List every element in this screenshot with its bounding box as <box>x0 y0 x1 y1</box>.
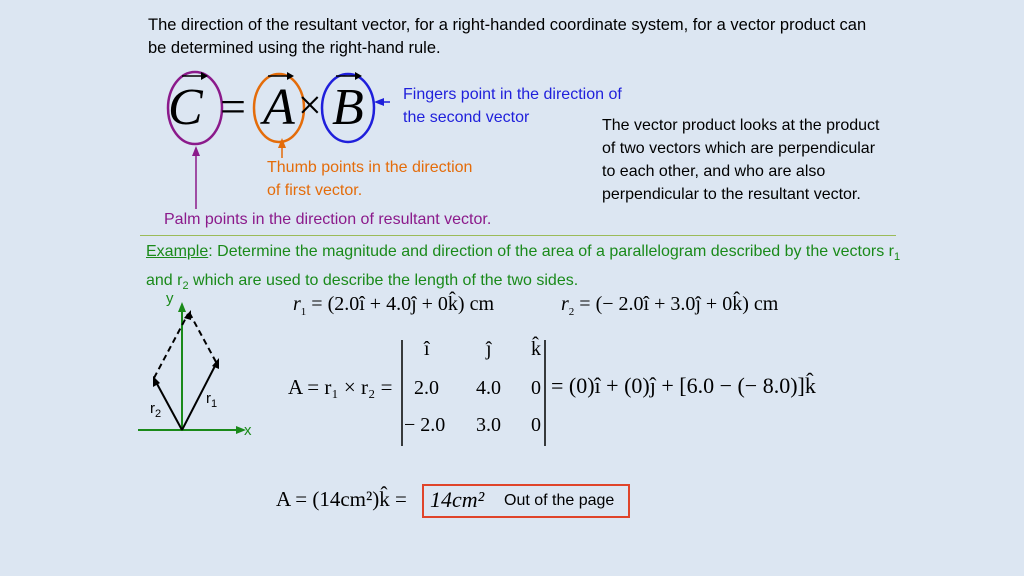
fingers-note: Fingers point in the direction of the second vector <box>403 86 622 126</box>
cross-lhs: A = r₁ × r₂ = <box>288 375 393 399</box>
j-hat: ĵ <box>486 338 492 360</box>
matrix-cell: − 2.0 <box>404 414 446 436</box>
palm-note: Palm points in the direction of resultant vector. <box>164 211 492 228</box>
thumb-note: Thumb points in the direction of first vector. <box>267 159 473 199</box>
r1-equation: $r_1$ = (2.0î + 4.0ĵ + 0k̂) cm <box>293 293 495 318</box>
r1-label: $r_1$ <box>206 390 218 410</box>
b-vector: B <box>332 79 364 136</box>
example-text: Example: Determine the magnitude and direction of the area of a parallelogram described by the vectors $r_1$ and $r_2$ which are used to describe the length of the two sides. <box>146 243 901 293</box>
i-hat: î <box>424 338 430 360</box>
y-axis-label: y <box>166 290 174 307</box>
vector-product-note: The vector product looks at the product of two vectors which are perpendicular to each other, and who are also perpendicular to the resultant vector. <box>602 117 880 203</box>
divider <box>140 235 896 236</box>
r2-equation: $r_2$ = (− 2.0î + 3.0ĵ + 0k̂) cm <box>561 293 779 318</box>
k-hat: k̂ <box>531 338 541 360</box>
matrix-cell: 3.0 <box>476 414 501 436</box>
matrix-cell: 2.0 <box>414 377 439 399</box>
final-value: 14cm² <box>430 487 485 512</box>
cross-rhs: = (0)î + (0)ĵ + [6.0 − (− 8.0)]k̂ <box>551 373 816 398</box>
out-of-page-label: Out of the page <box>504 492 615 509</box>
c-vector: C <box>168 79 203 136</box>
matrix-cell: 4.0 <box>476 377 501 399</box>
x-axis-label: x <box>244 422 252 439</box>
cross-sign: × <box>298 83 322 129</box>
equals-sign: = <box>220 81 246 132</box>
r2-label: $r_2$ <box>150 400 162 420</box>
matrix-cell: 0 <box>531 414 541 436</box>
a-vector: A <box>263 79 295 136</box>
final-lhs: A = (14cm²)k̂ = <box>276 487 407 511</box>
example-label: Example <box>146 243 209 260</box>
matrix-cell: 0 <box>531 377 541 399</box>
intro-text: The direction of the resultant vector, for a right-handed coordinate system, for a vector product can be determined using the right-hand rule. <box>148 16 867 57</box>
